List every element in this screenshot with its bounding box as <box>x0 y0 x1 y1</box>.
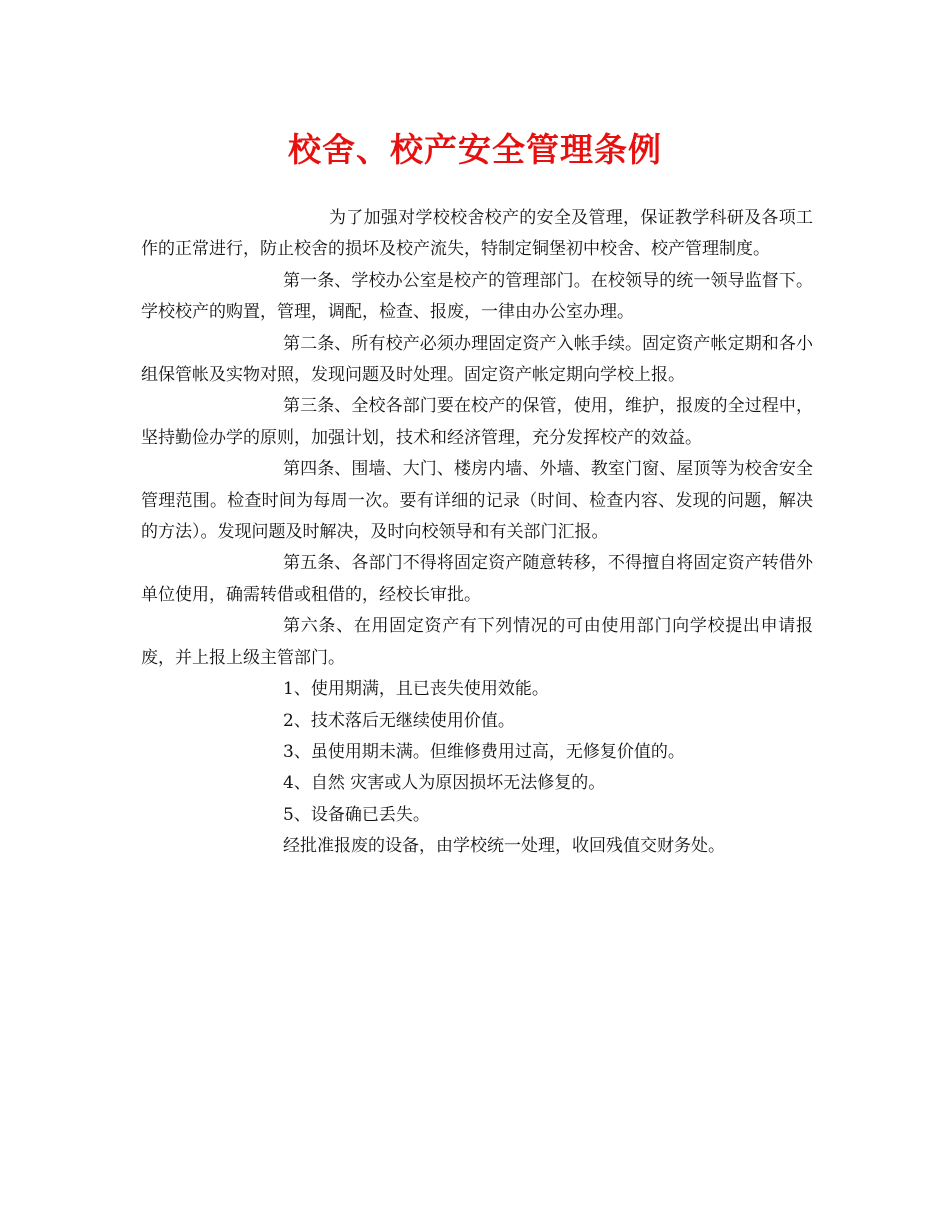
article-1: 第一条、学校办公室是校产的管理部门。在校领导的统一领导监督下。学校校产的购置，管理，调配，检查、报废，一律由办公室办理。 <box>141 270 813 323</box>
list-item: 3、虽使用期未满。但维修费用过高，无修复价值的。 <box>283 741 685 762</box>
list-item: 1、使用期满，且已丧失使用效能。 <box>283 679 549 700</box>
intro-paragraph: 为了加强对学校校舍校产的安全及管理，保证教学科研及各项工作的正常进行，防止校舍的损坏及校产流失，特制定铜堡初中校舍、校产管理制度。 <box>141 208 813 260</box>
closing-paragraph: 经批准报废的设备，由学校统一处理，收回残值交财务处。 <box>283 836 725 857</box>
list-item: 2、技术落后无继续使用价值。 <box>283 710 515 731</box>
document-title: 校舍、校产安全管理条例 <box>288 130 662 169</box>
article-4: 第四条、围墙、大门、楼房内墙、外墙、教室门窗、屋顶等为校舍安全管理范围。检查时间为每周一次。要有详细的记录（时间、检查内容、发现的问题，解决的方法）。发现问题及时解决，及时向校领导和有关部门汇报。 <box>141 459 813 543</box>
list-item: 4、自然 灾害或人为原因损坏无法修复的。 <box>283 773 606 794</box>
document-body <box>141 203 813 863</box>
article-6: 第六条、在用固定资产有下列情况的可由使用部门向学校提出申请报废，并上报上级主管部门。 <box>141 616 813 668</box>
article-5: 第五条、各部门不得将固定资产随意转移，不得擅自将固定资产转借外单位使用，确需转借或租借的，经校长审批。 <box>141 553 813 605</box>
list-item: 5、设备确已丢失。 <box>283 804 430 825</box>
article-3: 第三条、全校各部门要在校产的保管，使用，维护，报废的全过程中，坚持勤俭办学的原则，加强计划，技术和经济管理，充分发挥校产的效益。 <box>141 396 813 448</box>
article-2: 第二条、所有校产必须办理固定资产入帐手续。固定资产帐定期和各小组保管帐及实物对照，发现问题及时处理。固定资产帐定期向学校上报。 <box>141 333 813 386</box>
